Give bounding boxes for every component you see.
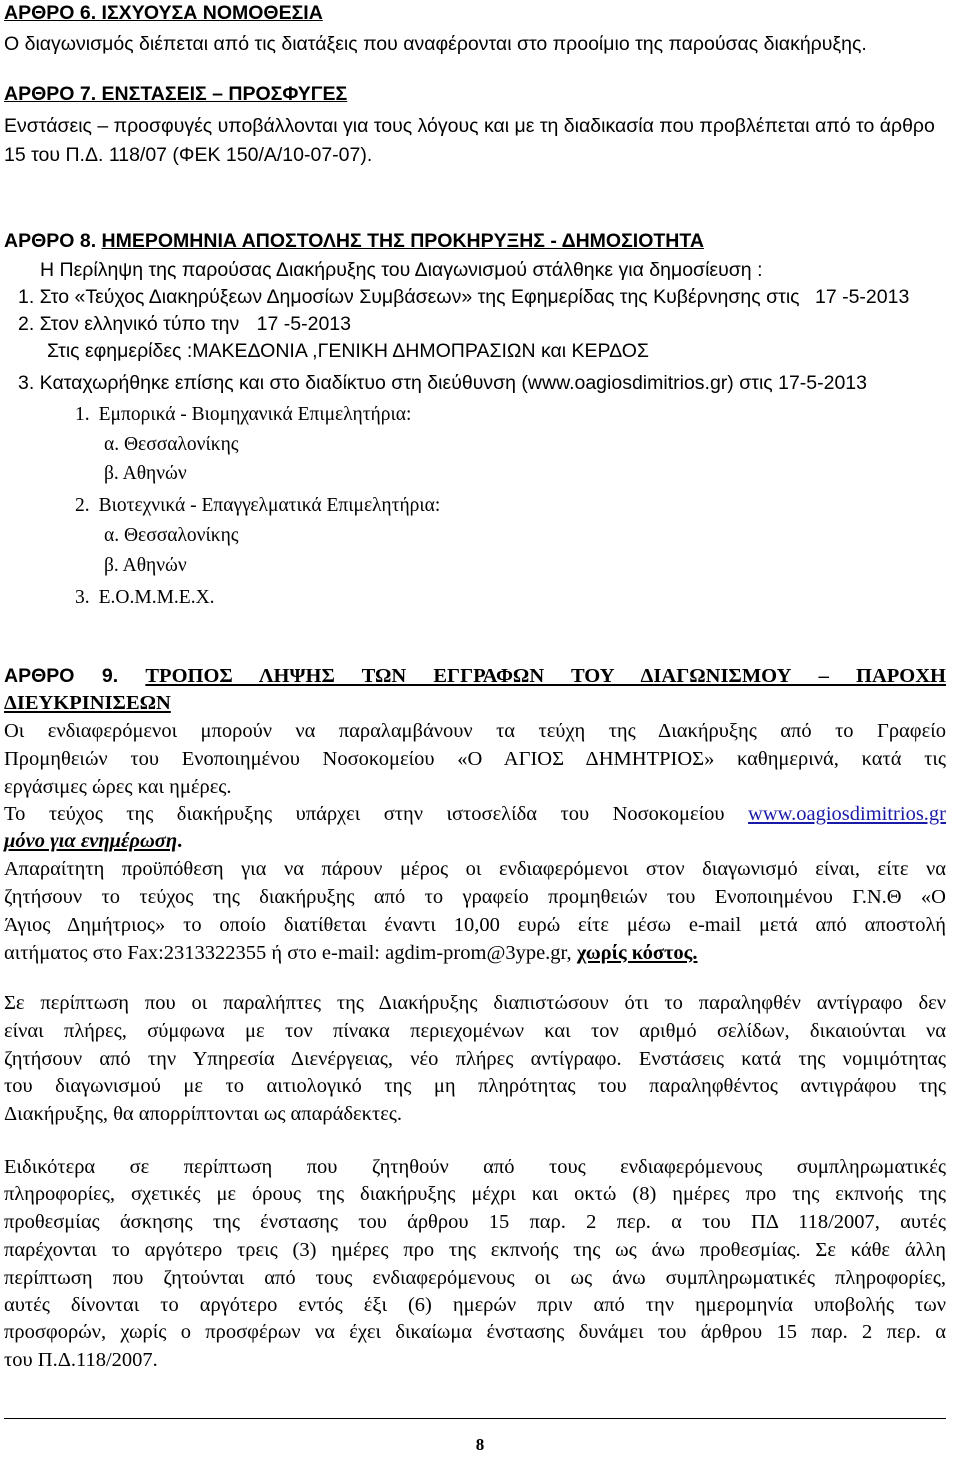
list-number: α.: [104, 525, 120, 546]
article-8-item-2: [18, 315, 351, 335]
list-text: Αθηνών: [122, 555, 187, 576]
chamber-list-item: [104, 435, 239, 455]
paragraph-line: εργάσιμες ώρες και ημέρες.: [4, 776, 232, 798]
paragraph-line: Διακήρυξης, θα απορρίπτονται ως απαράδεκτες.: [4, 1103, 403, 1125]
article-8-item-2-date: 17 -5-2013: [256, 313, 351, 335]
list-text: Βιοτεχνικά - Επαγγελματικά Επιμελητήρια:: [98, 495, 441, 516]
article-8-item-3: 3. Καταχωρήθηκε επίσης και στο διαδίκτυο στη διεύθυνση (www.oagiosdimitrios.gr) στις 17-5-2013: [18, 372, 868, 394]
list-text: Ε.Ο.Μ.Μ.Ε.Χ.: [98, 587, 215, 608]
paragraph-line: [4, 831, 182, 852]
article-8-item-1-date: 17 -5-2013: [814, 286, 910, 308]
list-number: 1.: [75, 404, 90, 425]
chamber-list-item: [75, 405, 411, 425]
website-text: Το τεύχος της διακήρυξης υπάρχει στην ιστοσελίδα του Νοσοκομείου: [4, 803, 725, 825]
list-text: Θεσσαλονίκης: [123, 525, 239, 546]
article-6-text: Ο διαγωνισμός διέπεται από τις διατάξεις που αναφέρονται στο προοίμιο της παρούσας διακήρυξης.: [4, 33, 867, 55]
article-9-heading: ΤΡΟΠΟΣ ΛΗΨΗΣ ΤΩΝ ΕΓΓΡΑΦΩΝ ΤΟΥ ΔΙΑΓΩΝΙΣΜΟΥ – ΠΑΡΟΧΗ: [145, 665, 946, 687]
article-6-title: ΑΡΘΡΟ 6. ΙΣΧΥΟΥΣΑ ΝΟΜΟΘΕΣΙΑ: [4, 2, 323, 24]
article-7-line-2: 15 του Π.Δ. 118/07 (ΦΕΚ 150/Α/10-07-07).: [4, 144, 373, 166]
article-7-title: ΑΡΘΡΟ 7. ΕΝΣΤΑΣΕΙΣ – ΠΡΟΣΦΥΓΕΣ: [4, 83, 348, 105]
list-number: β.: [104, 463, 119, 484]
chamber-list-item: [75, 588, 215, 608]
paragraph-line: Σε περίπτωση που οι παραλήπτες της Διακήρυξης διαπιστώσουν ότι το παραληφθέν αντίγραφο δεν: [4, 992, 946, 1014]
article-8-item-1: [18, 288, 909, 308]
paragraph-line: Προμηθειών του Ενοποιημένου Νοσοκομείου «Ο ΑΓΙΟΣ ΔΗΜΗΤΡΙΟΣ» καθημερινά, κατά τις: [4, 748, 946, 770]
paragraph-line: προθεσμίας άσκησης της ένστασης του άρθρου 15 παρ. 2 περ. α του ΠΔ 118/2007, αυτές: [4, 1211, 946, 1233]
article-8-title: [4, 232, 704, 252]
article-7-line-1: Ενστάσεις – προσφυγές υποβάλλονται για τους λόγους και με τη διαδικασία που προβλέπεται από το άρθρο: [4, 115, 935, 137]
info-only-note: μόνο για ενημέρωση: [4, 830, 178, 852]
list-number: α.: [104, 434, 120, 455]
list-text: Εμπορικά - Βιομηχανικά Επιμελητήρια:: [98, 404, 412, 425]
paragraph-line: αυτές δίνονται το αργότερο εντός έξι (6) ημερών πριν από την ημερομηνία υποβολής των: [4, 1294, 946, 1316]
article-9-title-line-2: ΔΙΕΥΚΡΙΝΙΣΕΩΝ: [4, 692, 171, 714]
chamber-list-item: [104, 526, 239, 546]
paragraph-line: παρέχονται το αργότερο τρεις (3) ημέρες προ της εκπνοής της ως άνω προθεσμίας. Σε κάθε άλλη: [4, 1239, 946, 1261]
paragraph-line: του Π.Δ.118/2007.: [4, 1349, 158, 1371]
article-8-heading: ΗΜΕΡΟΜΗΝΙΑ ΑΠΟΣΤΟΛΗΣ ΤΗΣ ΠΡΟΚΗΡΥΞΗΣ - ΔΗΜΟΣΙΟΤΗΤΑ: [101, 230, 704, 252]
article-8-newspapers: Στις εφημερίδες :ΜΑΚΕΔΟΝΙΑ ,ΓΕΝΙΚΗ ΔΗΜΟΠΡΑΣΙΩΝ και ΚΕΡΔΟΣ: [47, 340, 649, 362]
punctuation: .: [177, 830, 183, 852]
website-line: [4, 804, 946, 825]
paragraph-line: Οι ενδιαφερόμενοι μπορούν να παραλαμβάνουν τα τεύχη της Διακήρυξης από το Γραφείο: [4, 720, 946, 742]
list-text: Θεσσαλονίκης: [123, 434, 239, 455]
chamber-list-item: [104, 556, 187, 576]
footer-divider: [4, 1418, 946, 1419]
chamber-list-item: [75, 496, 440, 516]
paragraph-line: ζητήσουν από την Υπηρεσία Διενέργειας, νέο πλήρες αντίγραφο. Ενστάσεις κατά της νομιμότητας: [4, 1048, 946, 1070]
article-9-title-line-1: [4, 666, 946, 687]
paragraph-line: πληροφορίες, σχετικές με όρους της διακήρυξης μέχρι και οκτώ (8) ημέρες προ της εκπνοής της: [4, 1183, 946, 1205]
article-8-item-2-text: 2. Στον ελληνικό τύπο την: [18, 313, 240, 335]
list-text: Αθηνών: [122, 463, 187, 484]
paragraph-line: Άγιος Δημήτριος» το οποίο διατίθεται έναντι 10,00 ευρώ είτε μέσω e-mail μετά από αποστολή: [4, 914, 946, 936]
paragraph-line: προσφορών, χωρίς ο προσφέρων να έχει δικαίωμα ένστασης δυνάμει του άρθρου 15 παρ. 2 περ. α: [4, 1321, 946, 1343]
paragraph-line: περίπτωση που ζητούνται από τους ενδιαφερόμενους οι ως άνω συμπληρωματικές πληροφορίες,: [4, 1267, 946, 1289]
page-number: 8: [475, 1435, 485, 1454]
article-9-prefix: ΑΡΘΡΟ 9.: [4, 665, 119, 687]
paragraph-line: του διαγωνισμού με το αιτιολογικό της μη πληρότητας του παραληφθέντος αντιγράφου της: [4, 1075, 946, 1097]
article-8-item-1-text: 1. Στο «Τεύχος Διακηρύξεων Δημοσίων Συμβάσεων» της Εφημερίδας της Κυβέρνησης στις: [18, 286, 800, 308]
paragraph-line: ζητήσουν το τεύχος της διακήρυξης από το γραφείο προμηθειών του Ενοποιημένου Γ.Ν.Θ «Ο: [4, 886, 946, 908]
free-of-charge: χωρίς κόστος.: [576, 942, 698, 964]
list-number: β.: [104, 555, 119, 576]
list-number: 3.: [75, 587, 90, 608]
chamber-list-item: [104, 464, 187, 484]
paragraph-line: Απαραίτητη προϋπόθεση για να πάρουν μέρος οι ενδιαφερόμενοι στον διαγωνισμό είναι, είτε να: [4, 858, 946, 880]
paragraph-line: Ειδικότερα σε περίπτωση που ζητηθούν από τους ενδιαφερόμενους συμπληρωματικές: [4, 1156, 946, 1178]
website-link[interactable]: www.oagiosdimitrios.gr: [748, 803, 946, 825]
paragraph-line: είναι πλήρες, σύμφωνα με τον πίνακα περιεχομένων και τον αριθμό σελίδων, δικαιούνται να: [4, 1020, 946, 1042]
article-8-prefix: ΑΡΘΡΟ 8.: [4, 230, 97, 252]
list-number: 2.: [75, 495, 90, 516]
fax-email-text: αιτήματος στο Fax:2313322355 ή στο e-mail: agdim-prom@3ype.gr,: [4, 942, 572, 964]
article-8-intro: Η Περίληψη της παρούσας Διακήρυξης του Διαγωνισμού στάλθηκε για δημοσίευση :: [40, 259, 763, 281]
paragraph-line: [4, 943, 697, 964]
